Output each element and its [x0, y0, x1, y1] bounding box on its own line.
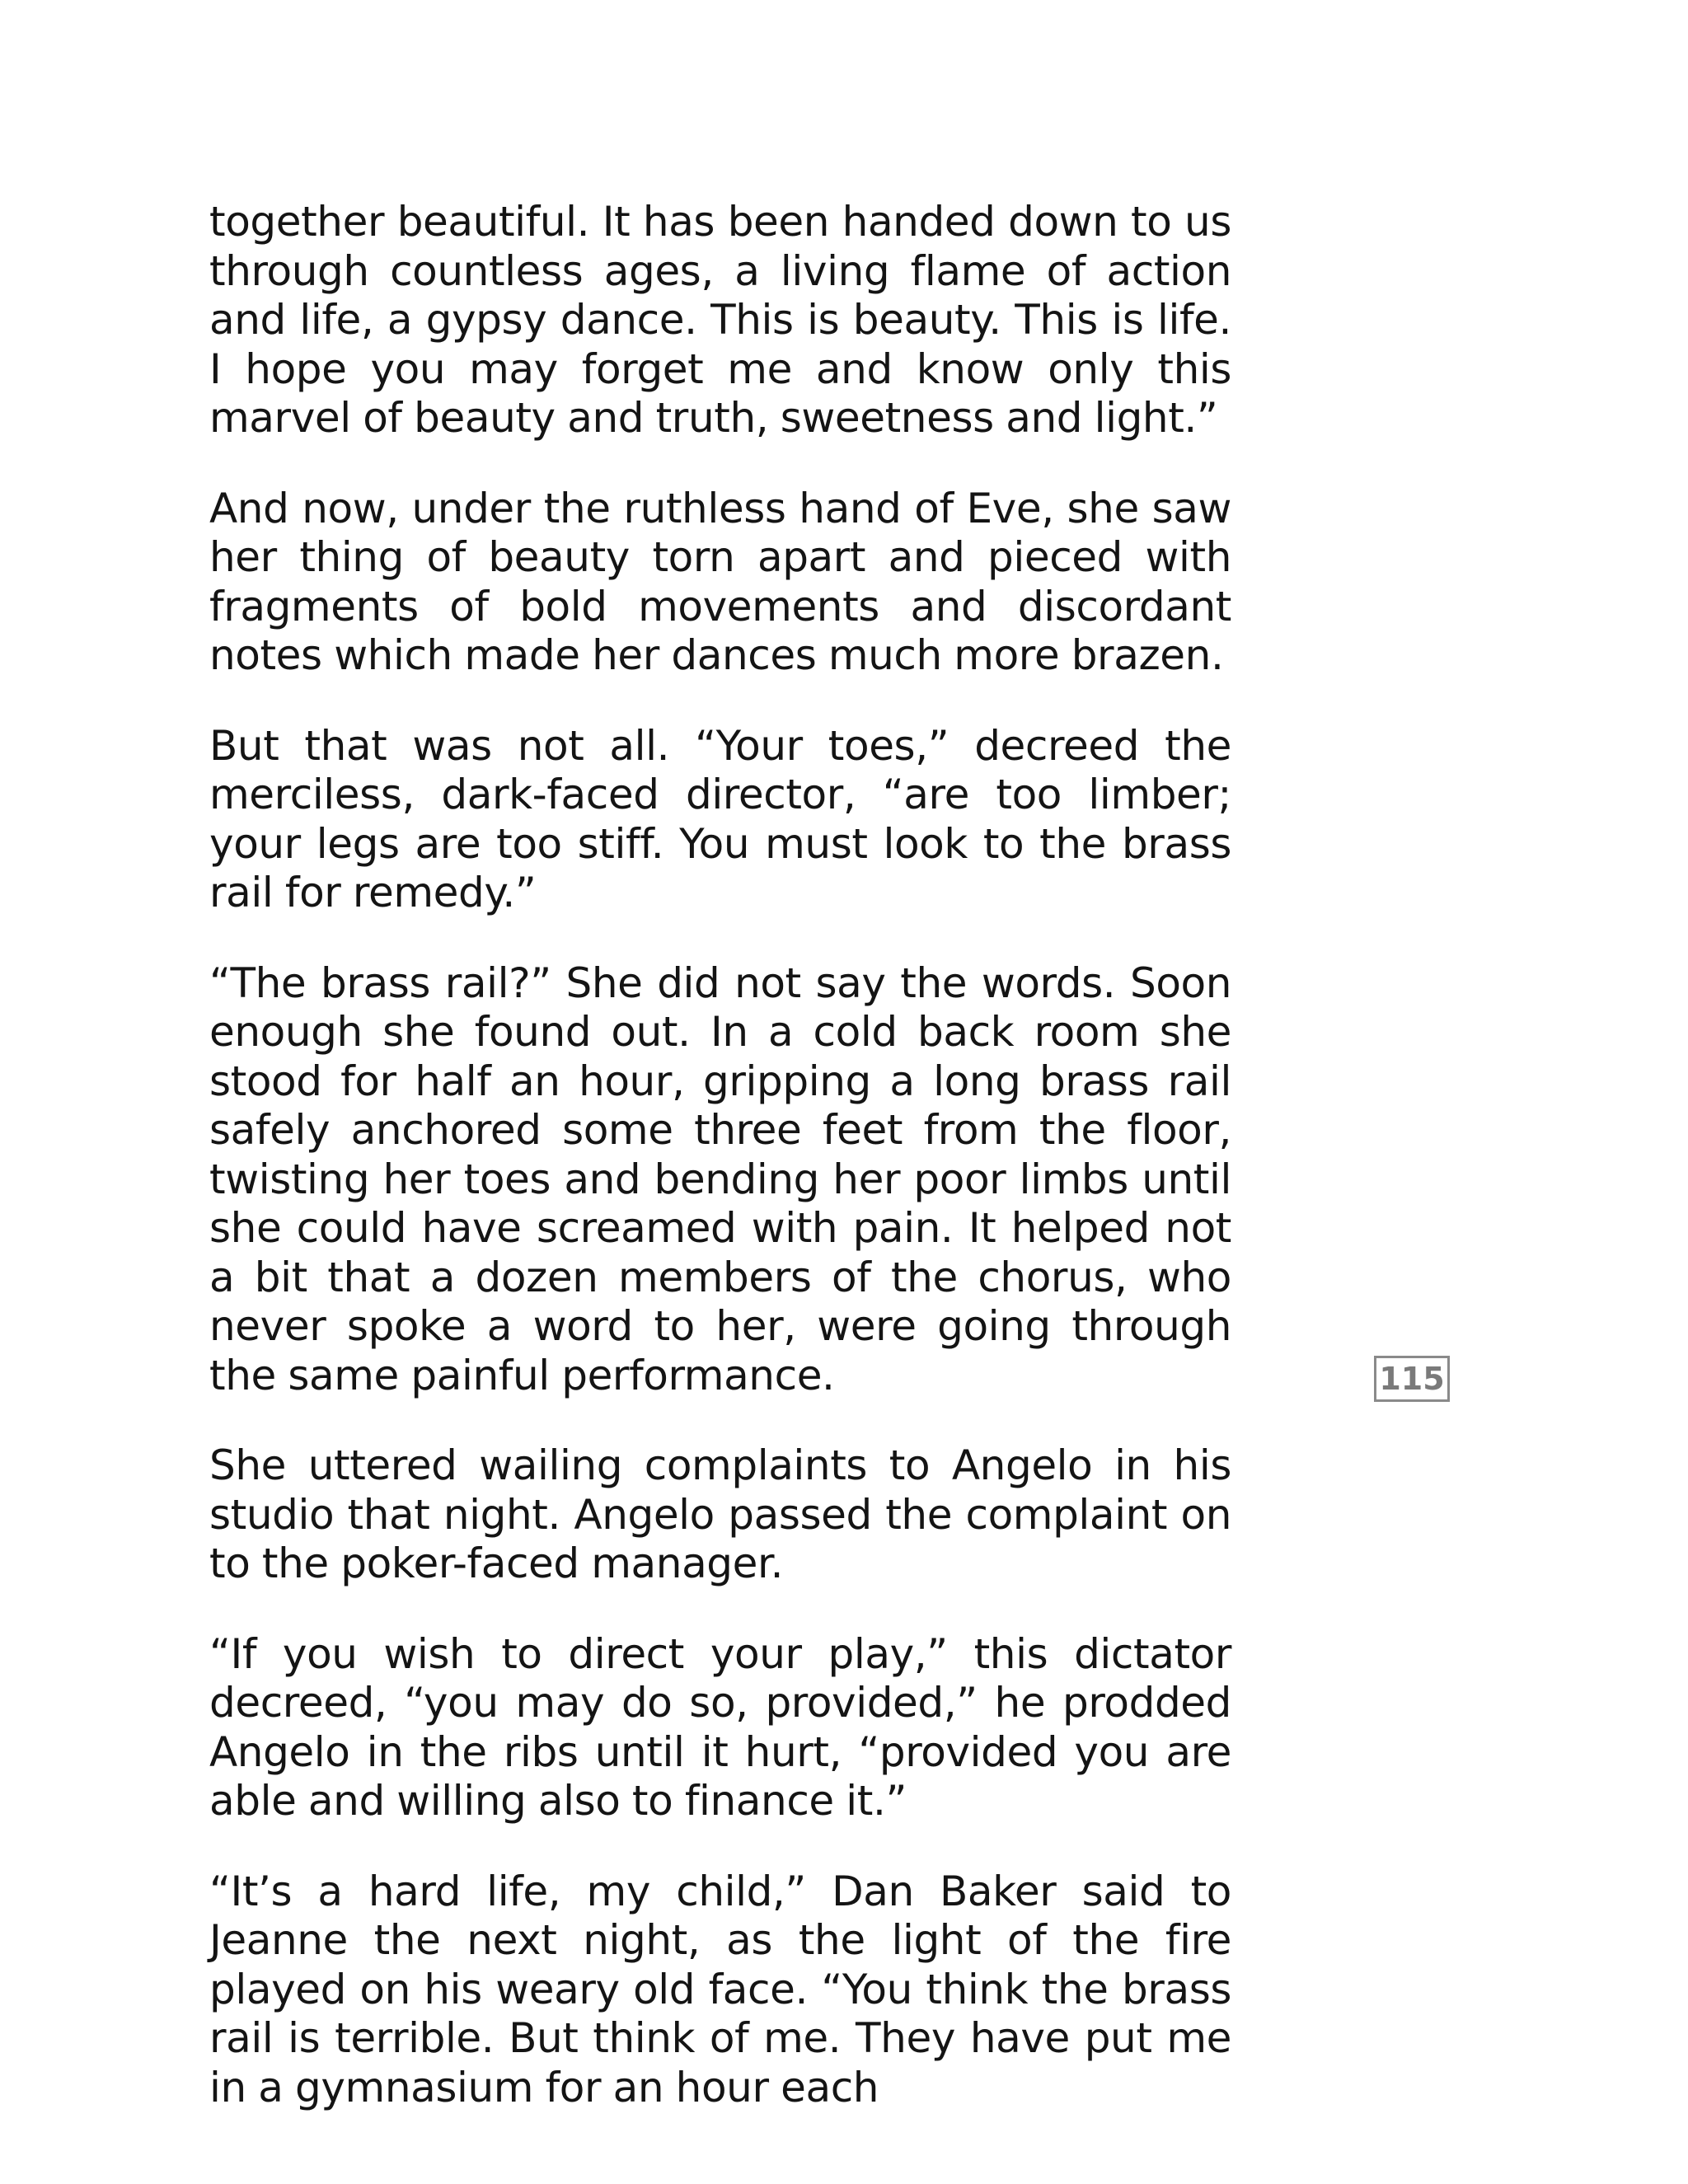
paragraph-6: “If you wish to direct your play,” this dictator decreed, “you may do so, provided,” he prodded Angelo in the ribs until it hurt, “provided you are able and willing also to finance it.”: [209, 1629, 1231, 1825]
paragraph-5: She uttered wailing complaints to Angelo in his studio that night. Angelo passed the complaint on to the poker-faced manager.: [209, 1441, 1231, 1587]
body-text: [209, 198, 1231, 2154]
paragraph-7: “It’s a hard life, my child,” Dan Baker said to Jeanne the next night, as the light of the fire played on his weary old face. “You think the brass rail is terrible. But think of me. They have put me in a gymnasium for an hour each: [209, 1867, 1231, 2111]
paragraph-3: But that was not all. “Your toes,” decreed the merciless, dark-faced director, “are too limber; your legs are too stiff. You must look to the brass rail for remedy.”: [209, 721, 1231, 916]
paragraph-4: “The brass rail?” She did not say the words. Soon enough she found out. In a cold back room she stood for half an hour, gripping a long brass rail safely anchored some three feet from the floor, twisting her toes and bending her poor limbs until she could have screamed with pain. It helped not a bit that a dozen members of the chorus, who never spoke a word to her, were going through the same painful performance.: [209, 958, 1231, 1399]
page-number: 115: [1374, 1356, 1450, 1402]
paragraph-1: together beautiful. It has been handed down to us through countless ages, a living flame of action and life, a gypsy dance. This is beauty. This is life. I hope you may forget me and know only this marvel of beauty and truth, sweetness and light.”: [209, 198, 1231, 442]
paragraph-2: And now, under the ruthless hand of Eve, she saw her thing of beauty torn apart and pieced with fragments of bold movements and discordant notes which made her dances much more brazen.: [209, 484, 1231, 679]
